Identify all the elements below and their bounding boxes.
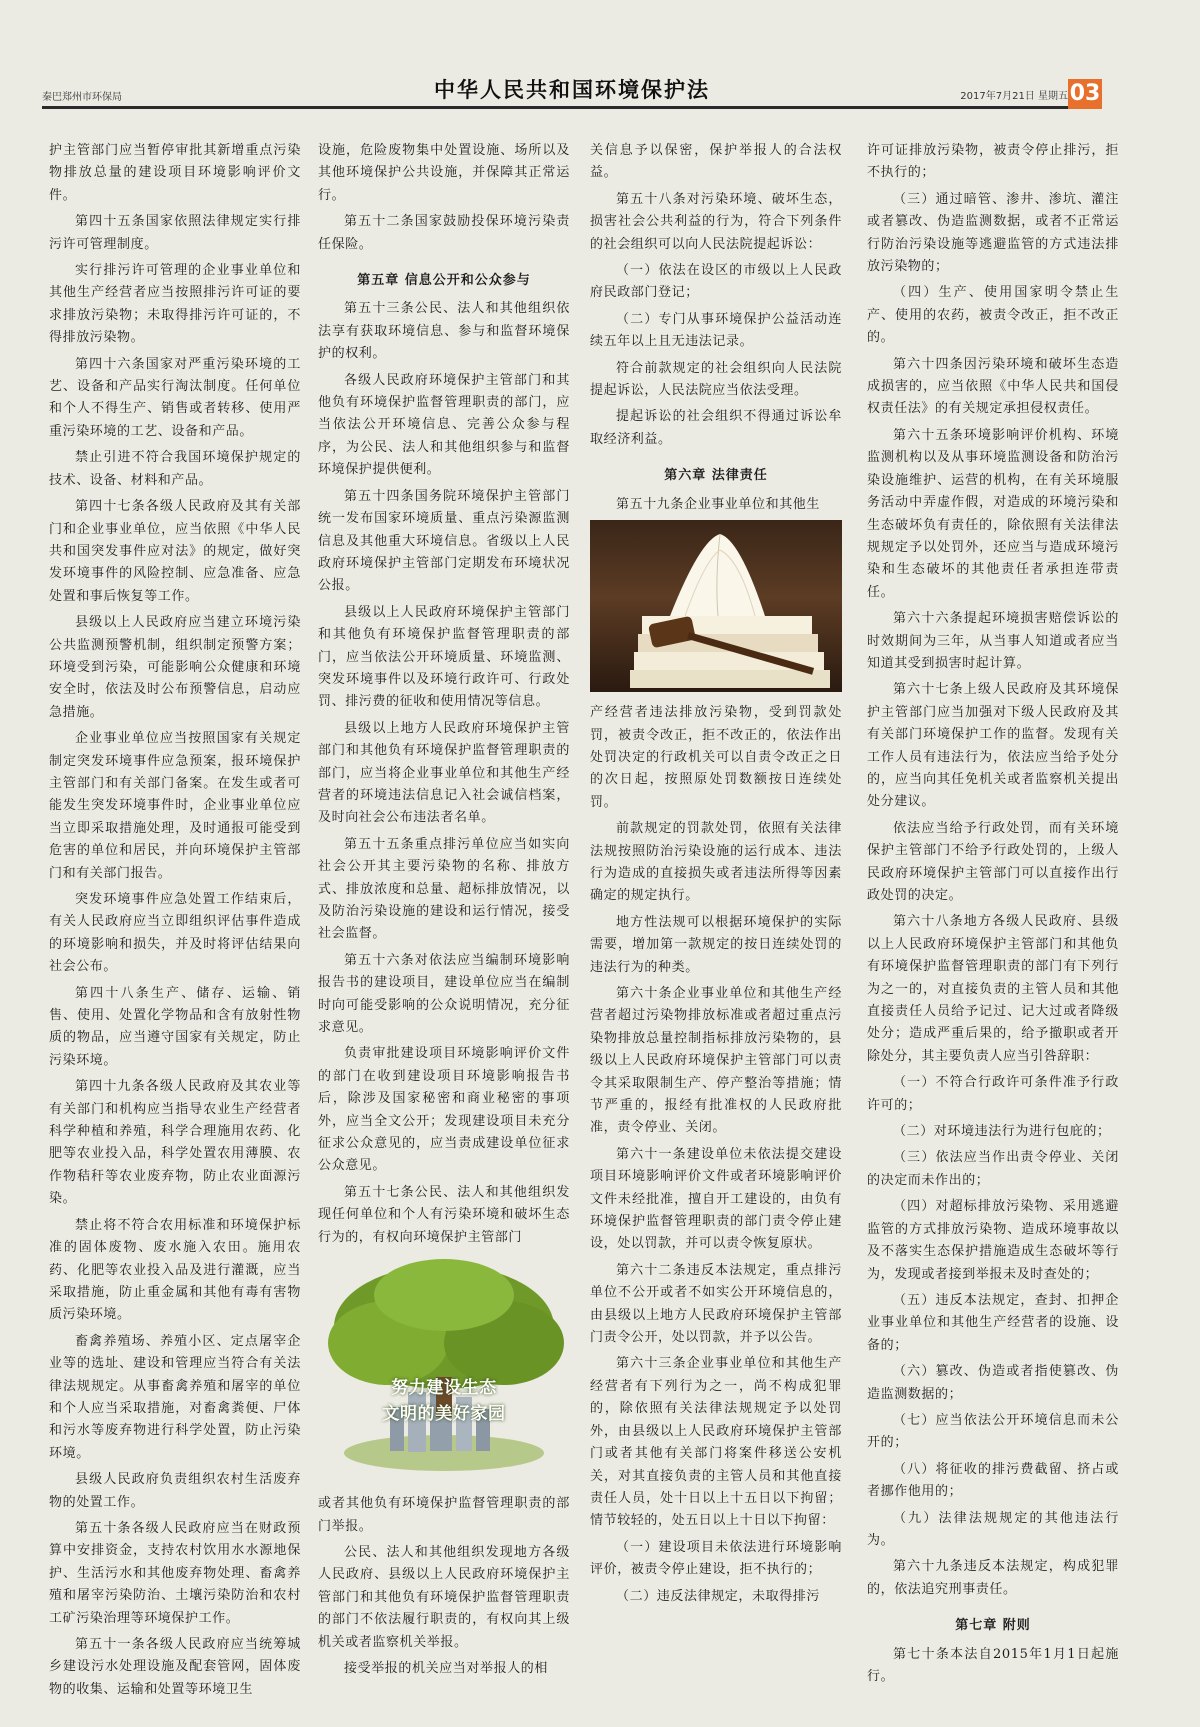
- article-paragraph: 实行排污许可管理的企业事业单位和其他生产经营者应当按照排污许可证的要求排放污染物；未取得排污许可证的，不得排放污染物。: [49, 263, 301, 346]
- article-paragraph: （四）生产、使用国家明令禁止生产、使用的农药，被责令改正，拒不改正的。: [867, 285, 1119, 346]
- article-paragraph: 负责审批建设项目环境影响评价文件的部门在收到建设项目环境影响报告书后，除涉及国家秘密和商业秘密的事项外，应当全文公开；发现建设项目未充分征求公众意见的，应当责成建设单位征求公众意见。: [318, 1046, 570, 1174]
- article-paragraph: 畜禽养殖场、养殖小区、定点屠宰企业等的选址、建设和管理应当符合有关法律法规规定。从事畜禽养殖和屠宰的单位和个人应当采取措施，对畜禽粪便、尸体和污水等废弃物进行科学处置，防止污染环境。: [49, 1333, 301, 1461]
- article-paragraph: 符合前款规定的社会组织向人民法院提起诉讼，人民法院应当依法受理。: [590, 360, 842, 399]
- article-paragraph: （一）建设项目未依法进行环境影响评价，被责令停止建设，拒不执行的；: [590, 1539, 842, 1578]
- article-paragraph: 突发环境事件应急处置工作结束后，有关人民政府应当立即组织评估事件造成的环境影响和损失，并及时将评估结果向社会公布。: [49, 892, 301, 975]
- article-paragraph: 第五十九条企业事业单位和其他生: [616, 496, 821, 512]
- article-paragraph: 企业事业单位应当按照国家有关规定制定突发环境事件应急预案，报环境保护主管部门和有关部门备案。在发生或者可能发生突发环境事件时，企业事业单位应当立即采取措施处理，及时通报可能受到危害的单位和居民，并向环境保护主管部门和有关部门报告。: [49, 731, 301, 881]
- article-paragraph: 第五十四条国务院环境保护主管部门统一发布国家环境质量、重点污染源监测信息及其他重大环境信息。省级以上人民政府环境保护主管部门定期发布环境状况公报。: [318, 488, 570, 594]
- article-paragraph: 接受举报的机关应当对举报人的相: [344, 1660, 549, 1676]
- header-source: 秦巴郑州市环保局: [42, 92, 122, 103]
- article-paragraph: 第五十六条对依法应当编制环境影响报告书的建设项目，建设单位应当在编制时向可能受影响的公众说明情况，充分征求意见。: [318, 952, 570, 1036]
- article-paragraph: 第五十三条公民、法人和其他组织依法享有获取环境信息、参与和监督环境保护的权利。: [318, 301, 570, 362]
- header-date: 2017年7月21日 星期五: [960, 91, 1068, 102]
- tree-caption-line-2: 文明的美好家园: [382, 1404, 506, 1425]
- article-paragraph: 第五十七条公民、法人和其他组织发现任何单位和个人有污染环境和破坏生态行为的，有权向环境保护主管部门: [318, 1184, 570, 1245]
- article-paragraph: 设施，危险废物集中处置设施、场所以及其他环境保护公共设施，并保障其正常运行。: [318, 143, 570, 203]
- article-paragraph: 第七十条本法自2015年1月1日起施行。: [867, 1646, 1119, 1684]
- article-paragraph: （一）不符合行政许可条件准予行政许可的；: [867, 1075, 1119, 1113]
- article-column-3: [590, 140, 842, 1707]
- article-paragraph: 禁止将不符合农用标准和环境保护标准的固体废物、废水施入农田。施用农药、化肥等农业投入品及进行灌溉，应当采取措施，防止重金属和其他有毒有害物质污染环境。: [49, 1217, 301, 1323]
- article-column-1: [49, 140, 301, 1707]
- article-paragraph: 第五十五条重点排污单位应当如实向社会公开其主要污染物的名称、排放方式、排放浓度和总量、超标排放情况，以及防治污染设施的建设和运行情况，接受社会监督。: [318, 836, 570, 942]
- article-column-4: [867, 140, 1119, 1707]
- article-paragraph: 第五十八条对污染环境、破坏生态，损害社会公共利益的行为，符合下列条件的社会组织可以向人民法院提起诉讼：: [590, 191, 842, 252]
- article-paragraph: （八）将征收的排污费截留、挤占或者挪作他用的；: [867, 1461, 1119, 1500]
- article-paragraph: 或者其他负有环境保护监督管理职责的部门举报。: [318, 1496, 570, 1534]
- article-paragraph: 第四十八条生产、储存、运输、销售、使用、处置化学物品和含有放射性物质的物品，应当遵守国家有关规定，防止污染环境。: [49, 985, 301, 1068]
- article-paragraph: 县级以上人民政府应当建立环境污染公共监测预警机制，组织制定预警方案；环境受到污染，可能影响公众健康和环境安全时，依法及时公布预警信息，启动应急措施。: [49, 615, 301, 720]
- article-paragraph: 县级以上人民政府环境保护主管部门和其他负有环境保护监督管理职责的部门，应当依法公开环境质量、环境监测、突发环境事件以及环境行政许可、行政处罚、排污费的征收和使用情况等信息。: [318, 604, 570, 710]
- article-paragraph: 许可证排放污染物，被责令停止排污，拒不执行的；: [867, 143, 1119, 181]
- page-header: [42, 78, 1102, 109]
- article-column-2: [318, 140, 570, 1707]
- article-paragraph: 第五十条各级人民政府应当在财政预算中安排资金，支持农村饮用水水源地保护、生活污水和其他废弃物处理、畜禽养殖和屠宰污染防治、土壤污染防治和农村工矿污染治理等环境保护工作。: [49, 1520, 301, 1626]
- chapter-heading: 第五章 信息公开和公众参与: [357, 273, 531, 289]
- article-paragraph: 地方性法规可以根据环境保护的实际需要，增加第一款规定的按日连续处罚的违法行为的种类。: [590, 914, 842, 975]
- article-paragraph: 县级人民政府负责组织农村生活废弃物的处置工作。: [49, 1472, 301, 1510]
- article-paragraph: 县级以上地方人民政府环境保护主管部门和其他负有环境保护监督管理职责的部门，应当将企业事业单位和其他生产经营者的环境违法信息记入社会诚信档案，及时向社会公布违法者名单。: [318, 720, 570, 826]
- article-paragraph: （二）违反法律规定，未取得排污: [616, 1588, 821, 1604]
- article-paragraph: 第六十四条因污染环境和破坏生态造成损害的，应当依照《中华人民共和国侵权责任法》的有关规定承担侵权责任。: [867, 356, 1119, 417]
- article-paragraph: （二）对环境违法行为进行包庇的；: [893, 1124, 1111, 1140]
- article-paragraph: 第六十五条环境影响评价机构、环境监测机构以及从事环境监测设备和防治污染设施维护、运营的机构，在有关环境服务活动中弄虚作假，对造成的环境污染和生态破坏负有责任的，除依照有关法律法规规定予以处罚外，还应当与造成环境污染和生态破坏的其他责任者承担连带责任。: [867, 427, 1119, 600]
- article-paragraph: 关信息予以保密，保护举报人的合法权益。: [590, 143, 842, 181]
- article-paragraph: （三）通过暗管、渗井、渗坑、灌注或者篡改、伪造监测数据，或者不正常运行防治污染设施等逃避监管的方式违法排放污染物的；: [867, 191, 1119, 275]
- article-paragraph: 公民、法人和其他组织发现地方各级人民政府、县级以上人民政府环境保护主管部门和其他负有环境保护监督管理职责的部门不依法履行职责的，有权向其上级机关或者监察机关举报。: [318, 1544, 570, 1650]
- page-title: 中华人民共和国环境保护法: [434, 77, 710, 102]
- article-paragraph: （一）依法在设区的市级以上人民政府民政部门登记；: [590, 263, 842, 301]
- tree-caption-line-1: 努力建设生态: [391, 1378, 497, 1399]
- article-paragraph: （九）法律法规规定的其他违法行为。: [867, 1510, 1119, 1548]
- article-paragraph: （四）对超标排放污染物、采用逃避监管的方式排放污染物、造成环境事故以及不落实生态保护措施造成生态破坏等行为，发现或者接到举报未及时查处的；: [867, 1199, 1119, 1282]
- article-paragraph: 第六十八条地方各级人民政府、县级以上人民政府环境保护主管部门和其他负有环境保护监督管理职责的部门有下列行为之一的，对直接负责的主管人员和其他直接责任人员给予记过、记大过或者降级处分；造成严重后果的，给予撤职或者开除处分，其主要负责人应当引咎辞职：: [867, 914, 1119, 1064]
- article-paragraph: 第六十条企业事业单位和其他生产经营者超过污染物排放标准或者超过重点污染物排放总量控制指标排放污染物的，县级以上人民政府环境保护主管部门可以责令其采取限制生产、停产整治等措施；情节严重的，报经有批准权的人民政府批准，责令停业、关闭。: [590, 985, 842, 1136]
- article-paragraph: 前款规定的罚款处罚，依照有关法律法规按照防治污染设施的运行成本、违法行为造成的直接损失或者违法所得等因素确定的规定执行。: [590, 821, 842, 904]
- article-paragraph: 第四十六条国家对严重污染环境的工艺、设备和产品实行淘汰制度。任何单位和个人不得生产、销售或者转移、使用严重污染环境的工艺、设备和产品。: [49, 356, 301, 439]
- article-paragraph: （六）篡改、伪造或者指使篡改、伪造监测数据的；: [867, 1364, 1119, 1402]
- article-paragraph: 第六十六条提起环境损害赔偿诉讼的时效期间为三年，从当事人知道或者应当知道其受到损害时起计算。: [867, 611, 1119, 671]
- eco-tree-illustration: [318, 1257, 570, 1483]
- book-gavel-photo: [590, 520, 842, 692]
- article-paragraph: 第六十二条违反本法规定，重点排污单位不公开或者不如实公开环境信息的，由县级以上地方人民政府环境保护主管部门责令公开，处以罚款，并予以公告。: [590, 1262, 842, 1346]
- article-paragraph: 产经营者违法排放污染物，受到罚款处罚，被责令改正，拒不改正的，依法作出处罚决定的行政机关可以自责令改正之日的次日起，按照原处罚数额按日连续处罚。: [590, 705, 842, 810]
- article-paragraph: 第六十三条企业事业单位和其他生产经营者有下列行为之一，尚不构成犯罪的，除依照有关法律法规规定予以处罚外，由县级以上人民政府环境保护主管部门或者其他有关部门将案件移送公安机关，对其直接负责的主管人员和其他直接责任人员，处十日以上十五日以下拘留；情节较轻的，处五日以上十日以下拘留：: [590, 1356, 842, 1529]
- chapter-heading: 第六章 法律责任: [664, 468, 768, 484]
- article-paragraph: 第六十一条建设单位未依法提交建设项目环境影响评价文件或者环境影响评价文件未经批准，擅自开工建设的，由负有环境保护监督管理职责的部门责令停止建设，处以罚款，并可以责令恢复原状。: [590, 1146, 842, 1252]
- article-paragraph: 第四十七条各级人民政府及其有关部门和企业事业单位，应当依照《中华人民共和国突发事件应对法》的规定，做好突发环境事件的风险控制、应急准备、应急处置和事后恢复等工作。: [49, 499, 301, 604]
- article-paragraph: 第四十五条国家依照法律规定实行排污许可管理制度。: [49, 214, 301, 252]
- chapter-heading: 第七章 附则: [955, 1618, 1031, 1634]
- article-paragraph: 第六十九条违反本法规定，构成犯罪的，依法追究刑事责任。: [867, 1559, 1119, 1597]
- article-paragraph: 第六十七条上级人民政府及其环境保护主管部门应当加强对下级人民政府及其有关部门环境保护工作的监督。发现有关工作人员有违法行为，依法应当给予处分的，应当向其任免机关或者监察机关提出处分建议。: [867, 682, 1119, 810]
- article-paragraph: 提起诉讼的社会组织不得通过诉讼牟取经济利益。: [590, 409, 842, 447]
- article-paragraph: （七）应当依法公开环境信息而未公开的；: [867, 1412, 1119, 1451]
- page-number-badge: 03: [1068, 79, 1102, 109]
- article-paragraph: 禁止引进不符合我国环境保护规定的技术、设备、材料和产品。: [49, 450, 301, 488]
- article-paragraph: 护主管部门应当暂停审批其新增重点污染物排放总量的建设项目环境影响评价文件。: [49, 143, 301, 203]
- article-paragraph: 依法应当给予行政处罚，而有关环境保护主管部门不给予行政处罚的，上级人民政府环境保护主管部门可以直接作出行政处罚的决定。: [867, 820, 1119, 903]
- article-paragraph: （二）专门从事环境保护公益活动连续五年以上且无违法记录。: [590, 311, 842, 350]
- article-paragraph: （三）依法应当作出责令停业、关闭的决定而未作出的；: [867, 1150, 1119, 1188]
- article-paragraph: 第五十一条各级人民政府应当统筹城乡建设污水处理设施及配套管网，固体废物的收集、运输和处置等环境卫生: [49, 1637, 301, 1697]
- article-paragraph: 第五十二条国家鼓励投保环境污染责任保险。: [318, 214, 570, 252]
- article-paragraph: 各级人民政府环境保护主管部门和其他负有环境保护监督管理职责的部门，应当依法公开环境信息、完善公众参与程序，为公民、法人和其他组织参与和监督环境保护提供便利。: [318, 372, 570, 478]
- article-paragraph: （五）违反本法规定，查封、扣押企业事业单位和其他生产经营者的设施、设备的；: [867, 1292, 1119, 1353]
- article-paragraph: 第四十九条各级人民政府及其农业等有关部门和机构应当指导农业生产经营者科学种植和养殖，科学合理施用农药、化肥等农业投入品，科学处置农用薄膜、农作物秸秆等农业废弃物，防止农业面源污染。: [49, 1079, 301, 1207]
